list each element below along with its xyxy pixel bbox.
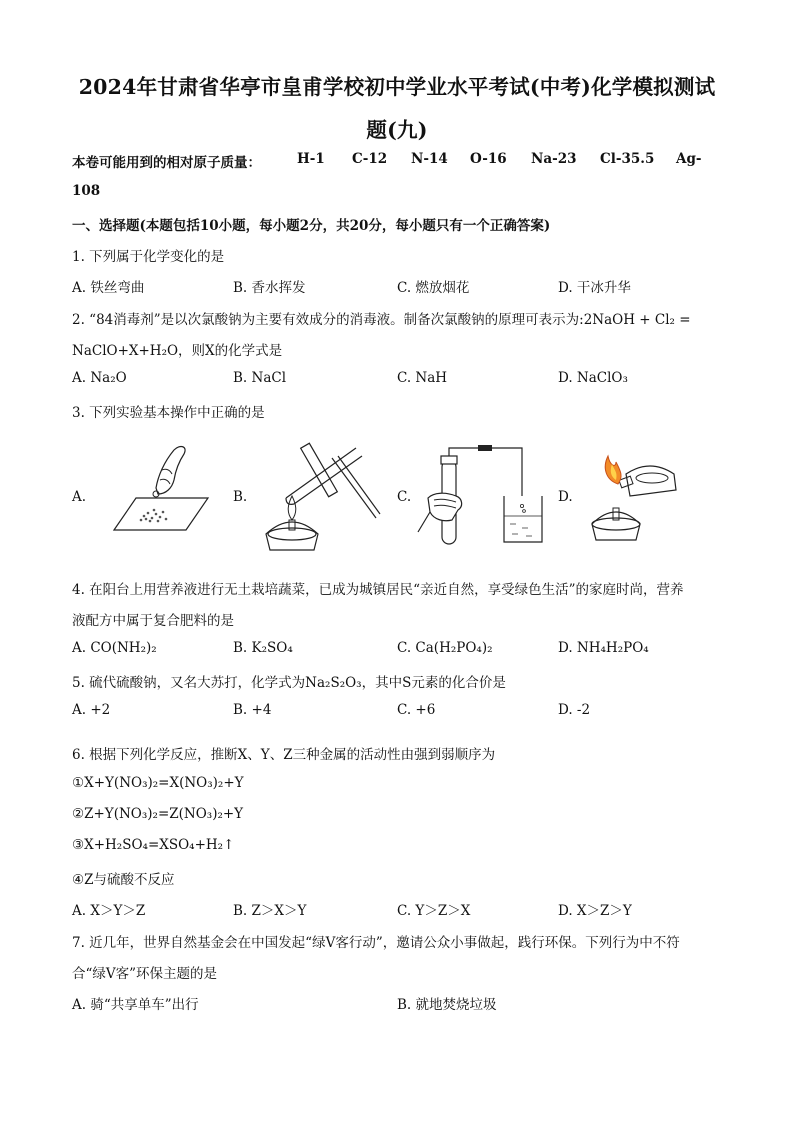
- q4-option-b: B. K₂SO₄: [233, 640, 293, 656]
- q4-stem-line1: 4. 在阳台上用营养液进行无土栽培蔬菜，已成为城镇居民“亲近自然，享受绿色生活”的家庭时尚，营养: [72, 582, 684, 598]
- q1-option-c: C. 燃放烟花: [397, 280, 470, 296]
- figure-c-airtight-check: [412, 440, 552, 550]
- q6-option-b: B. Z＞X＞Y: [233, 903, 307, 919]
- q6-option-c: C. Y＞Z＞X: [397, 903, 471, 919]
- q2-stem-line2: NaClO+X+H₂O，则X的化学式是: [72, 343, 283, 359]
- q7-stem-line2: 合“绿V客”环保主题的是: [72, 966, 218, 982]
- atomic-mass-cl: Cl-35.5: [600, 151, 655, 167]
- atomic-mass-h: H-1: [297, 151, 325, 167]
- q2-option-a: A. Na₂O: [72, 370, 127, 386]
- q2-stem-line1: 2. “84消毒剂”是以次氯酸钠为主要有效成分的消毒液。制备次氯酸钠的原理可表示为:2NaOH + Cl₂ =: [72, 312, 691, 328]
- q7-stem-line1: 7. 近几年，世界自然基金会在中国发起“绿V客行动”，邀请公众小事做起，践行环保。下列行为中不符: [72, 935, 680, 951]
- section-heading: 一、选择题(本题包括10小题，每小题2分，共20分，每小题只有一个正确答案): [72, 218, 551, 234]
- figure-a-smell-powder: [96, 440, 216, 540]
- q6-reaction-4: ④Z与硫酸不反应: [72, 872, 175, 888]
- atomic-mass-ag: Ag-: [676, 151, 702, 167]
- q3-label-c: C.: [397, 489, 412, 505]
- q5-option-d: D. -2: [558, 702, 591, 718]
- q5-stem: 5. 硫代硫酸钠，又名大苏打，化学式为Na₂S₂O₃，其中S元素的化合价是: [72, 675, 506, 691]
- exam-title-line1: 2024年甘肃省华亭市皇甫学校初中学业水平考试(中考)化学模拟测试: [78, 75, 716, 99]
- q5-option-c: C. +6: [397, 702, 436, 718]
- q3-label-d: D.: [558, 489, 573, 505]
- q6-reaction-3: ③X+H₂SO₄=XSO₄+H₂↑: [72, 837, 235, 853]
- q6-option-d: D. X＞Z＞Y: [558, 903, 632, 919]
- q1-option-d: D. 干冰升华: [558, 280, 631, 296]
- q4-option-c: C. Ca(H₂PO₄)₂: [397, 640, 493, 656]
- q7-option-a: A. 骑“共享单车”出行: [72, 997, 199, 1013]
- q2-option-c: C. NaH: [397, 370, 448, 386]
- q2-option-b: B. NaCl: [233, 370, 287, 386]
- q3-stem: 3. 下列实验基本操作中正确的是: [72, 405, 265, 421]
- q4-option-d: D. NH₄H₂PO₄: [558, 640, 649, 656]
- figure-b-heat-tube: [252, 438, 382, 558]
- q1-option-b: B. 香水挥发: [233, 280, 306, 296]
- q1-option-a: A. 铁丝弯曲: [72, 280, 145, 296]
- q5-option-a: A. +2: [72, 702, 111, 718]
- figure-d-alcohol-lamp: [580, 440, 690, 550]
- q6-reaction-2: ②Z+Y(NO₃)₂=Z(NO₃)₂+Y: [72, 806, 244, 822]
- q3-label-b: B.: [233, 489, 248, 505]
- q6-stem: 6. 根据下列化学反应，推断X、Y、Z三种金属的活动性由强到弱顺序为: [72, 747, 496, 763]
- q6-option-a: A. X＞Y＞Z: [72, 903, 146, 919]
- atomic-mass-n: N-14: [411, 151, 448, 167]
- q1-stem: 1. 下列属于化学变化的是: [72, 249, 225, 265]
- q6-reaction-1: ①X+Y(NO₃)₂=X(NO₃)₂+Y: [72, 775, 244, 791]
- atomic-mass-wrap: 108: [72, 183, 101, 199]
- q5-option-b: B. +4: [233, 702, 272, 718]
- atomic-mass-prefix: 本卷可能用到的相对原子质量：: [72, 155, 261, 171]
- q3-figures: [72, 440, 722, 560]
- exam-title-line2: 题(九): [366, 118, 428, 142]
- q3-label-a: A.: [72, 489, 87, 505]
- q4-option-a: A. CO(NH₂)₂: [72, 640, 157, 656]
- atomic-mass-o: O-16: [470, 151, 507, 167]
- atomic-mass-na: Na-23: [531, 151, 577, 167]
- q4-stem-line2: 液配方中属于复合肥料的是: [72, 613, 234, 629]
- q7-option-b: B. 就地焚烧垃圾: [397, 997, 497, 1013]
- q2-option-d: D. NaClO₃: [558, 370, 628, 386]
- atomic-mass-c: C-12: [352, 151, 388, 167]
